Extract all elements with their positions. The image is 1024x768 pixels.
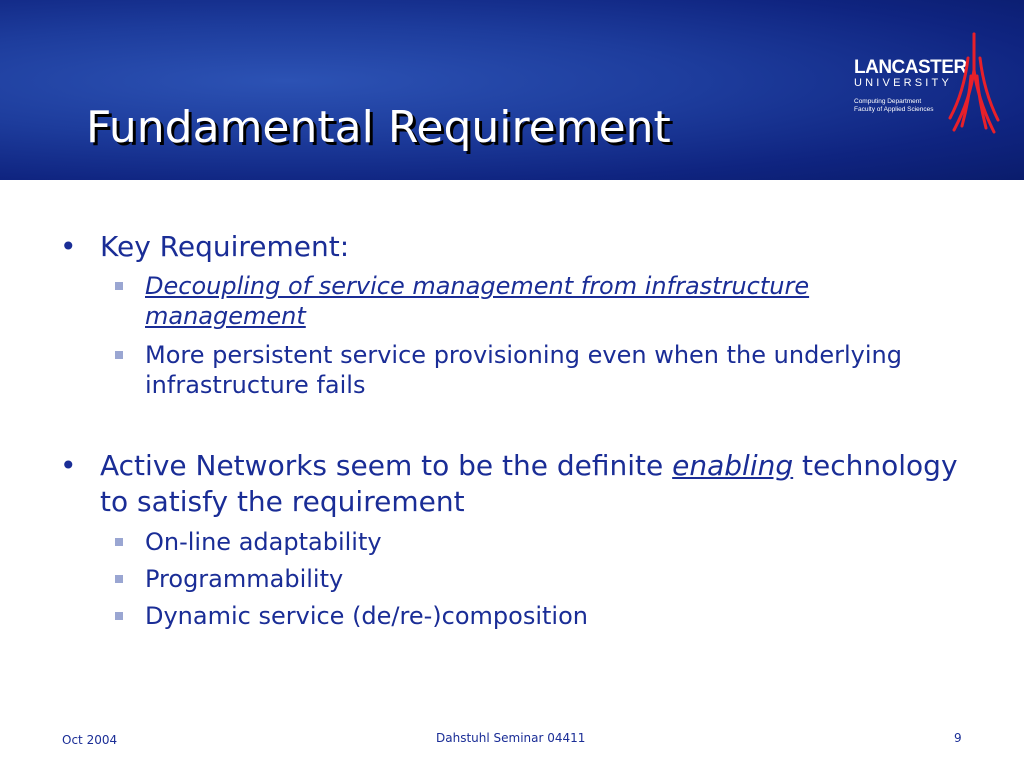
sub-bullet-text: Programmability xyxy=(145,565,344,593)
bullet-emphasis: enabling xyxy=(672,449,794,482)
bullet-text-after: technology to satisfy the requirement xyxy=(100,449,958,518)
sub-bullet-text: On-line adaptability xyxy=(145,528,382,556)
footer-event: Dahstuhl Seminar 04411 xyxy=(436,731,586,745)
sub-bullet-text: Decoupling of service management from infrastructure management xyxy=(145,272,810,330)
bullet-key-requirement xyxy=(100,229,980,265)
sub-bullet-dynamic-service xyxy=(145,601,945,631)
logo-name-line1: LANCASTER xyxy=(854,57,967,78)
bullet-active-networks xyxy=(100,448,980,520)
bullet-text: Key Requirement: xyxy=(100,230,350,263)
footer-page-number: 9 xyxy=(954,731,962,745)
logo-dept-line1: Computing Department xyxy=(854,98,922,105)
logo-name-line2: UNIVERSITY xyxy=(854,77,953,89)
sub-bullet-decoupling xyxy=(145,271,945,331)
footer-date: Oct 2004 xyxy=(62,733,118,747)
sub-bullet-persistent-provisioning xyxy=(145,340,945,400)
sub-bullet-online-adaptability xyxy=(145,527,945,557)
sub-bullet-text: More persistent service provisioning even when the underlying infrastructure fails xyxy=(145,341,902,399)
logo-dept-line2: Faculty of Applied Sciences xyxy=(854,106,934,113)
slide-title: Fundamental Requirement xyxy=(86,102,671,153)
bullet-text-before: Active Networks seem to be the definite xyxy=(100,449,673,482)
sub-bullet-programmability xyxy=(145,564,945,594)
sub-bullet-text: Dynamic service (de/re-)composition xyxy=(145,602,588,630)
